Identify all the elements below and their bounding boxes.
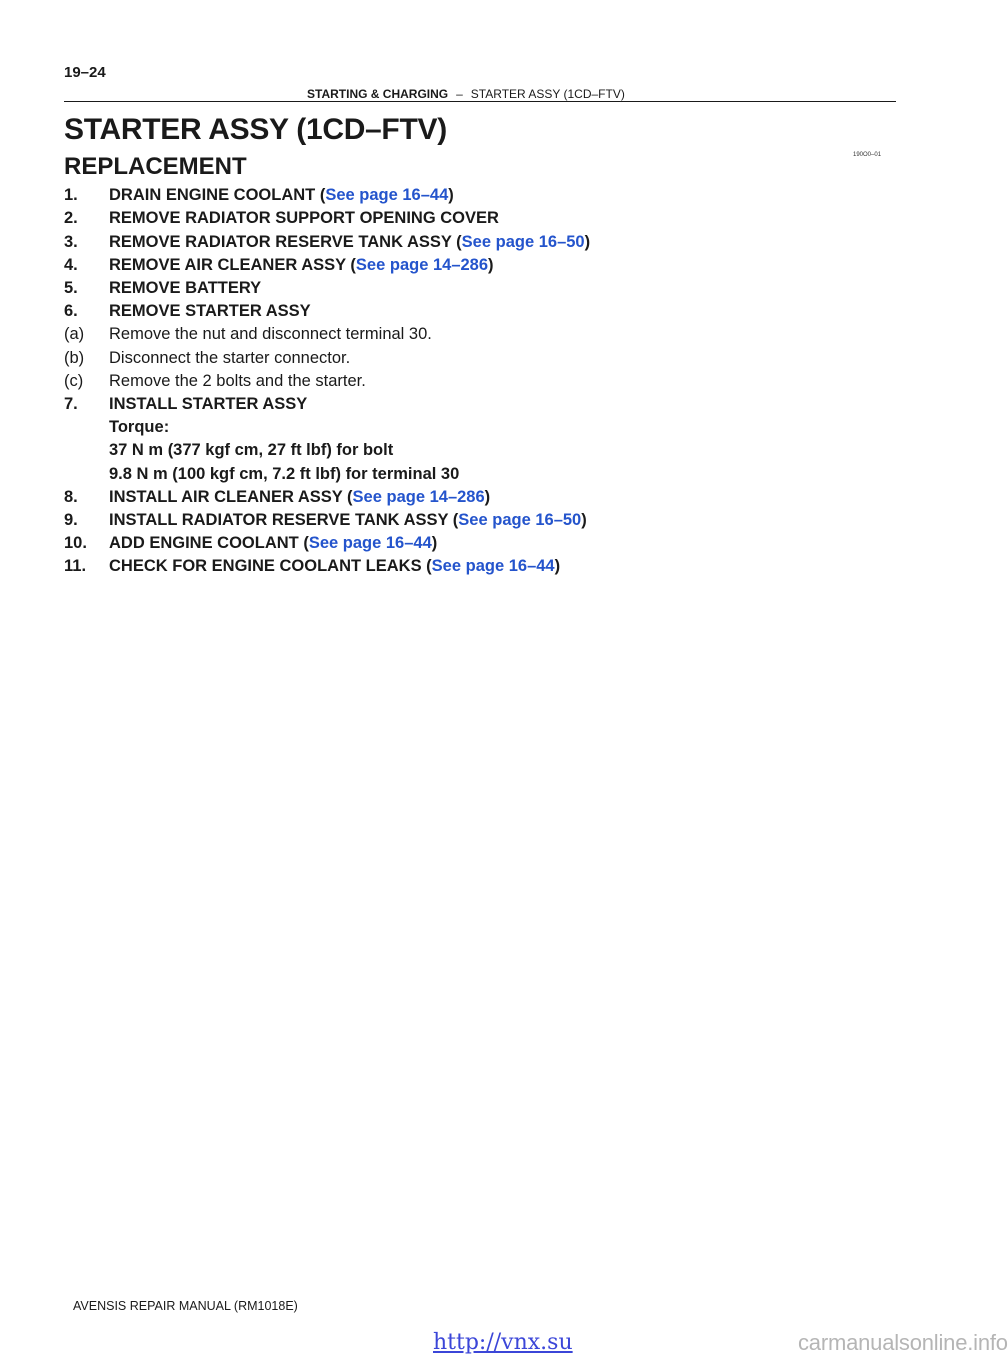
- step-number: 8.: [64, 488, 78, 506]
- watermark: carmanualsonline.info: [798, 1330, 1008, 1355]
- see-page-link[interactable]: See page 16–50: [461, 233, 585, 251]
- step-number: 3.: [64, 233, 78, 251]
- torque-terminal: 9.8 N m (100 kgf cm, 7.2 ft lbf) for terminal 30: [109, 465, 460, 483]
- step-text: INSTALL RADIATOR RESERVE TANK ASSY (See page 16–50): [109, 511, 587, 529]
- substep-text: Remove the 2 bolts and the starter.: [109, 372, 366, 390]
- step-number: 6.: [64, 302, 78, 320]
- substep-text: Remove the nut and disconnect terminal 30.: [109, 325, 432, 343]
- step-number: 7.: [64, 395, 78, 413]
- header-subtitle: STARTER ASSY (1CD–FTV): [470, 87, 625, 101]
- see-page-link[interactable]: See page 16–50: [458, 511, 582, 529]
- step-text: REMOVE BATTERY: [109, 279, 262, 297]
- see-page-link[interactable]: See page 16–44: [431, 557, 555, 575]
- step-number: 9.: [64, 511, 78, 529]
- see-page-link[interactable]: See page 14–286: [352, 488, 485, 506]
- step-number: 5.: [64, 279, 78, 297]
- step-text: INSTALL STARTER ASSY: [109, 395, 308, 413]
- step-number: 2.: [64, 209, 78, 227]
- step-number: 10.: [64, 534, 87, 552]
- substep-text: Disconnect the starter connector.: [109, 349, 351, 367]
- step-text: REMOVE RADIATOR SUPPORT OPENING COVER: [109, 209, 499, 227]
- step-number: 1.: [64, 186, 78, 204]
- torque-bolt: 37 N m (377 kgf cm, 27 ft lbf) for bolt: [109, 441, 394, 459]
- see-page-link[interactable]: See page 16–44: [325, 186, 449, 204]
- step-text: DRAIN ENGINE COOLANT (See page 16–44): [109, 186, 454, 204]
- substep-letter: (b): [64, 349, 85, 367]
- torque-label: Torque:: [109, 418, 170, 436]
- section-heading: REPLACEMENT: [64, 153, 247, 180]
- page-title: STARTER ASSY (1CD–FTV): [64, 113, 447, 146]
- step-text: ADD ENGINE COOLANT (See page 16–44): [109, 534, 438, 552]
- footer-manual-id: AVENSIS REPAIR MANUAL (RM1018E): [73, 1299, 298, 1313]
- step-number: 11.: [64, 557, 87, 575]
- substep-letter: (a): [64, 325, 85, 343]
- header-chapter: STARTING & CHARGING: [307, 87, 449, 101]
- see-page-link[interactable]: See page 16–44: [308, 534, 432, 552]
- see-page-link[interactable]: See page 14–286: [355, 256, 489, 274]
- step-text: CHECK FOR ENGINE COOLANT LEAKS (See page 16–44): [109, 557, 561, 575]
- header-rule: [64, 101, 896, 102]
- page-number: 19–24: [64, 64, 106, 81]
- step-number: 4.: [64, 256, 78, 274]
- substep-letter: (c): [64, 372, 84, 390]
- document-code: 190O0–01: [853, 152, 882, 158]
- step-text: INSTALL AIR CLEANER ASSY (See page 14–286): [109, 488, 491, 506]
- step-text: REMOVE STARTER ASSY: [109, 302, 311, 320]
- header-separator: –: [456, 87, 463, 101]
- step-text: REMOVE RADIATOR RESERVE TANK ASSY (See page 16–50): [109, 233, 591, 251]
- vnx-link[interactable]: http://vnx.su: [433, 1330, 573, 1355]
- step-text: REMOVE AIR CLEANER ASSY (See page 14–286): [109, 256, 494, 274]
- running-header: [307, 87, 625, 101]
